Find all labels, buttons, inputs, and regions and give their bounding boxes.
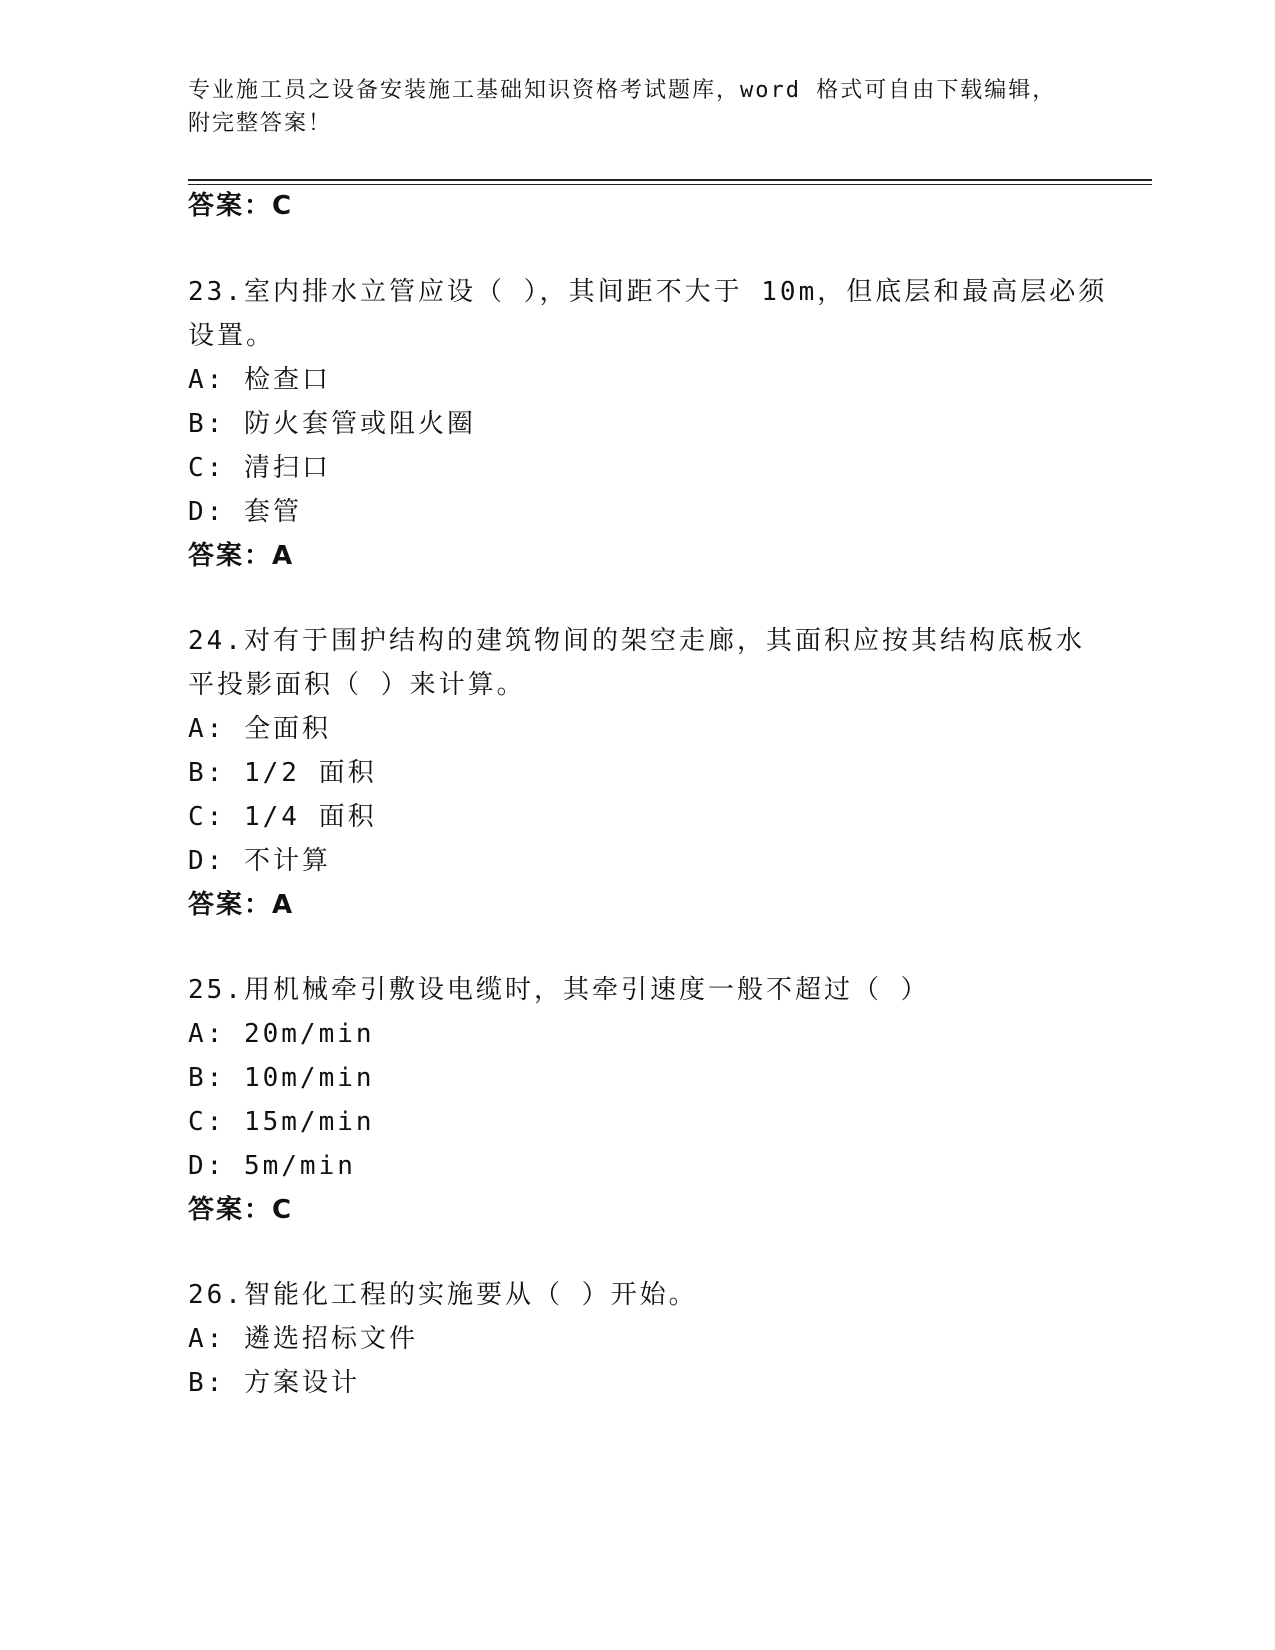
q23-option-b: B: 防火套管或阻火圈 bbox=[188, 409, 476, 439]
q26-option-a: A: 遴选招标文件 bbox=[188, 1324, 418, 1354]
q24-stem-line-2: 平投影面积（ ）来计算。 bbox=[188, 670, 526, 700]
q26-option-b: B: 方案设计 bbox=[188, 1368, 360, 1398]
q24-option-c: C: 1/4 面积 bbox=[188, 802, 377, 832]
document-header: 专业施工员之设备安装施工基础知识资格考试题库，word 格式可自由下载编辑， 附完整答案！ bbox=[188, 78, 1057, 136]
q23-option-c: C: 清扫口 bbox=[188, 453, 331, 483]
q23-option-a: A: 检查口 bbox=[188, 365, 331, 395]
q25-option-a: A: 20m/min bbox=[188, 1019, 375, 1049]
q26-stem-line-1: 26.智能化工程的实施要从（ ）开始。 bbox=[188, 1280, 698, 1310]
q25-stem-line-1: 25.用机械牵引敷设电缆时，其牵引速度一般不超过（ ） bbox=[188, 975, 930, 1005]
header-divider-thin bbox=[188, 184, 1152, 185]
header-divider-thick bbox=[188, 179, 1152, 181]
q24-option-b: B: 1/2 面积 bbox=[188, 758, 377, 788]
q25-option-b: B: 10m/min bbox=[188, 1063, 375, 1093]
q24-option-d: D: 不计算 bbox=[188, 846, 331, 876]
q25-answer: 答案：C bbox=[188, 1195, 294, 1225]
q24-answer: 答案：A bbox=[188, 890, 295, 920]
q23-option-d: D: 套管 bbox=[188, 497, 302, 527]
q24-option-a: A: 全面积 bbox=[188, 714, 331, 744]
q23-stem-line-2: 设置。 bbox=[188, 321, 276, 351]
answer-previous: 答案：C bbox=[188, 191, 294, 221]
q25-option-c: C: 15m/min bbox=[188, 1107, 375, 1137]
q25-option-d: D: 5m/min bbox=[188, 1151, 356, 1181]
q24-stem-line-1: 24.对有于围护结构的建筑物间的架空走廊，其面积应按其结构底板水 bbox=[188, 626, 1085, 656]
q23-stem-line-1: 23.室内排水立管应设（ ），其间距不大于 10m，但底层和最高层必须 bbox=[188, 277, 1108, 307]
q23-answer: 答案：A bbox=[188, 541, 295, 571]
